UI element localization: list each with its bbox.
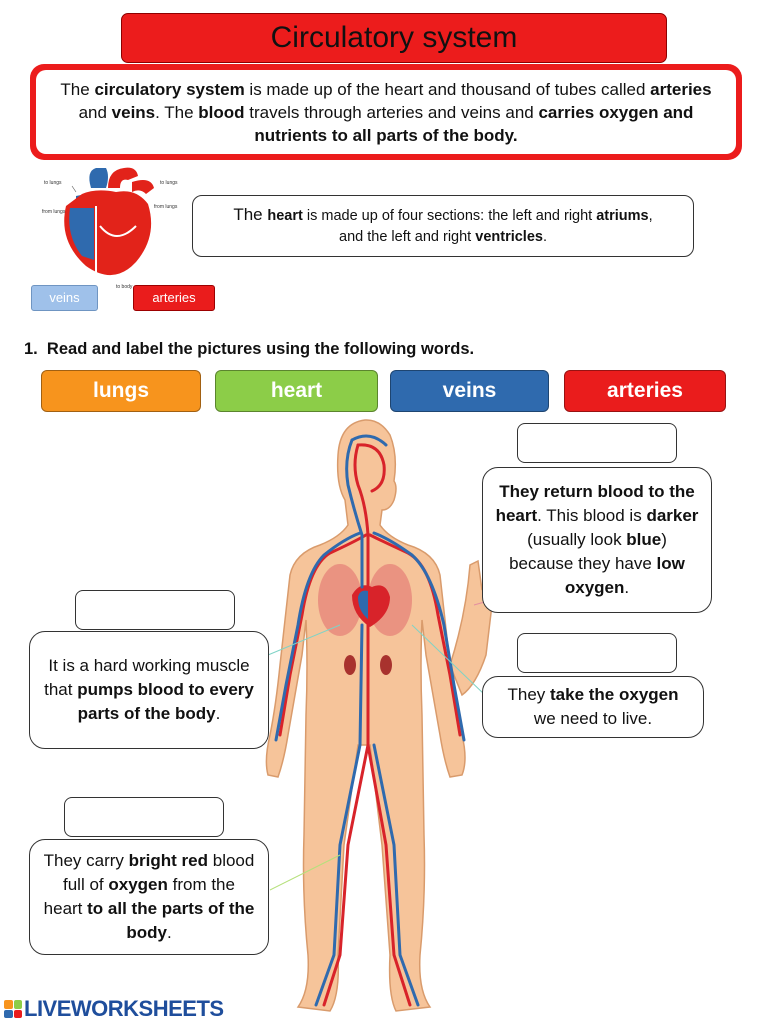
word-veins[interactable]: veins	[390, 370, 549, 412]
answer-box-heart[interactable]	[75, 590, 235, 630]
word-heart[interactable]: heart	[215, 370, 378, 412]
logo-mark-icon	[4, 1000, 22, 1018]
answer-box-veins[interactable]	[517, 423, 677, 463]
liveworksheets-logo	[4, 995, 224, 1023]
heart-label-to-lungs-left: to lungs	[44, 180, 62, 186]
description-arteries: They carry bright red blood full of oxygen from the heart to all the parts of the body.	[29, 839, 269, 955]
heart-label-from-lungs-left: from lungs	[42, 209, 66, 215]
legend-arteries: arteries	[133, 285, 215, 311]
word-lungs[interactable]: lungs	[41, 370, 201, 412]
answer-box-lungs[interactable]	[517, 633, 677, 673]
instruction: 1. Read and label the pictures using the following words.	[24, 340, 475, 358]
heart-note: The heart is made up of four sections: the left and right atriums, and the left and right ventricles.	[192, 195, 694, 257]
intro-text: The circulatory system is made up of the heart and thousand of tubes called arteries and veins. The blood travels through arteries and veins and carries oxygen and nutrients to all parts of the body.	[36, 70, 736, 154]
answer-box-arteries[interactable]	[64, 797, 224, 837]
logo-text: LIVEWORKSHEETS	[24, 996, 224, 1021]
circulatory-body-illustration	[240, 415, 510, 1023]
description-lungs: They take the oxygen we need to live.	[482, 676, 704, 738]
heart-diagram	[36, 166, 186, 290]
page-title: Circulatory system	[121, 13, 667, 63]
heart-label-to-body: to body	[116, 284, 133, 290]
heart-label-to-lungs-right: to lungs	[160, 180, 178, 186]
intro-box	[30, 64, 742, 160]
legend-veins: veins	[31, 285, 98, 311]
description-veins: They return blood to the heart. This blood is darker (usually look blue) because they have low oxygen.	[482, 467, 712, 613]
description-heart: It is a hard working muscle that pumps blood to every parts of the body.	[29, 631, 269, 749]
word-arteries[interactable]: arteries	[564, 370, 726, 412]
heart-label-from-lungs-right: from lungs	[154, 204, 178, 210]
